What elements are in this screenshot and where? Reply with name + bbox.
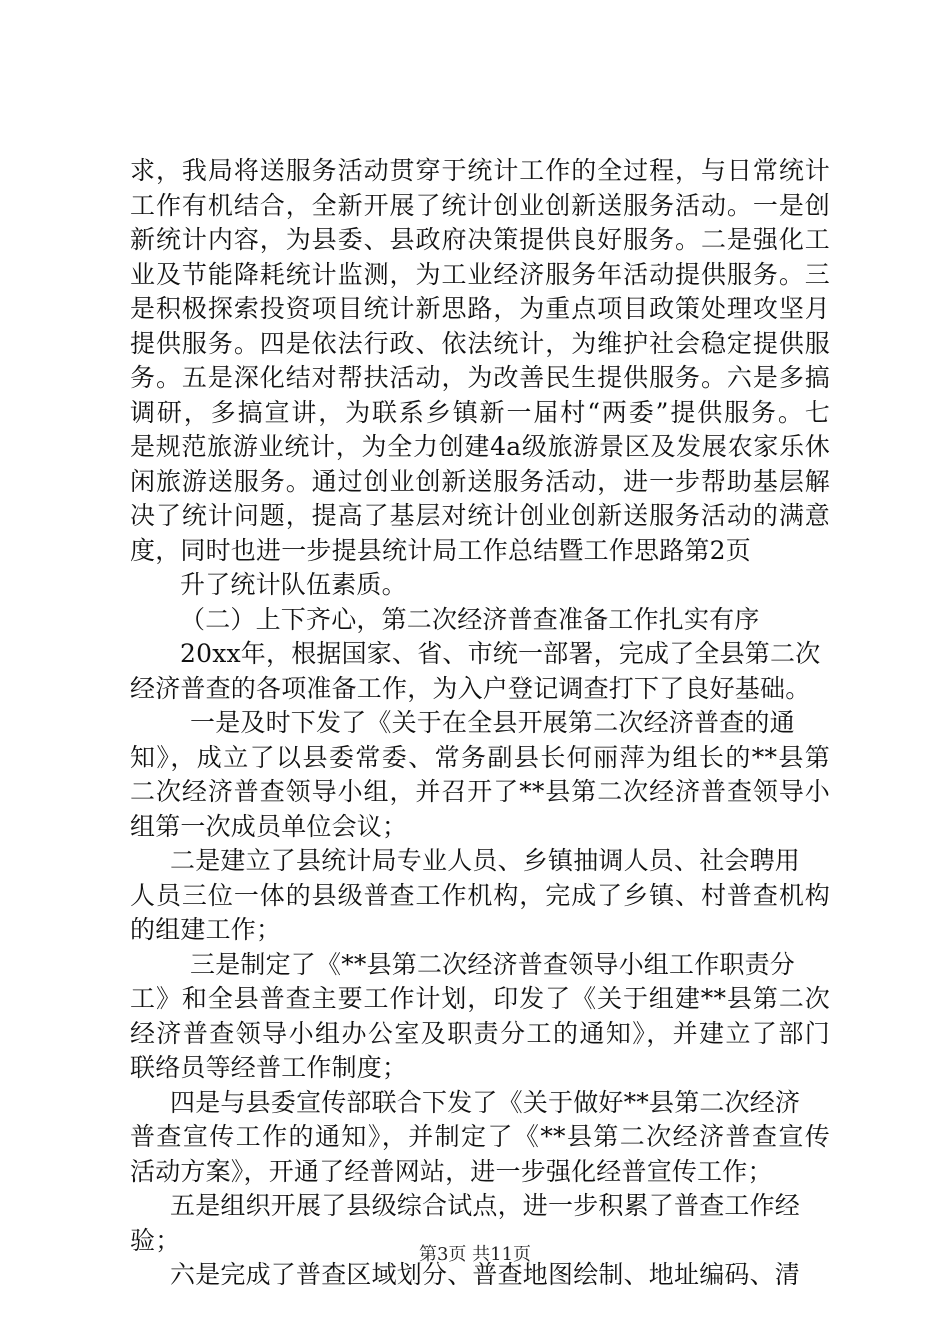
text-line: 六是完成了普查区域划分、普查地图绘制、地址编码、清 — [170, 1260, 801, 1289]
text-line: 三是制定了《**县第二次经济普查领导小组工作职责分 — [190, 949, 796, 979]
text-line: 20xx年，根据国家、省、市统一部署，完成了全县第二次 — [180, 639, 821, 668]
text-line: 知》，成立了以县委常委、常务副县长何丽萍为组长的**县第 — [130, 742, 830, 772]
section-heading: （二）上下齐心，第二次经济普查准备工作扎实有序 — [180, 604, 760, 634]
text-line: 决了统计问题，提高了基层对统计创业创新送服务活动的满意 — [130, 501, 830, 530]
text-line: 人员三位一体的县级普查工作机构，完成了乡镇、村普查机构 — [130, 880, 830, 910]
text-line: 经济普查的各项准备工作，为入户登记调查打下了良好基础。 — [130, 673, 811, 703]
text-line: 求，我局将送服务活动贯穿于统计工作的全过程，与日常统计 — [130, 156, 830, 185]
text-line: 二是建立了县统计局专业人员、乡镇抽调人员、社会聘用 — [170, 846, 801, 875]
text-line: 的组建工作； — [130, 915, 282, 944]
document-body — [130, 154, 830, 1293]
text-line: 五是组织开展了县级综合试点，进一步积累了普查工作经 — [170, 1191, 801, 1220]
text-line: 工作有机结合，全新开展了统计创业创新送服务活动。一是创 — [130, 190, 830, 220]
text-line: 业及节能降耗统计监测，为工业经济服务年活动提供服务。三 — [130, 259, 830, 289]
text-line: 普查宣传工作的通知》，并制定了《**县第二次经济普查宣传 — [130, 1122, 830, 1151]
text-line: 验； — [130, 1225, 181, 1255]
text-line: 提供服务。四是依法行政、依法统计，为维护社会稳定提供服 — [130, 328, 830, 358]
page-number-footer: 第3页 共11页 — [418, 1244, 532, 1265]
text-line: 活动方案》，开通了经普网站，进一步强化经普宣传工作； — [130, 1156, 773, 1186]
text-line: 度，同时也进一步提县统计局工作总结暨工作思路第2页 — [130, 535, 751, 565]
text-line: 是积极探索投资项目统计新思路，为重点项目政策处理攻坚月 — [130, 294, 830, 323]
text-line: 务。五是深化结对帮扶活动，为改善民生提供服务。六是多搞 — [130, 363, 830, 392]
text-line: 四是与县委宣传部联合下发了《关于做好**县第二次经济 — [170, 1087, 801, 1117]
text-line: 闲旅游送服务。通过创业创新送服务活动，进一步帮助基层解 — [130, 466, 830, 496]
text-line: 工》和全县普查主要工作计划，印发了《关于组建**县第二次 — [130, 984, 830, 1013]
text-line: 新统计内容，为县委、县政府决策提供良好服务。二是强化工 — [130, 225, 830, 254]
text-line: 二次经济普查领导小组，并召开了**县第二次经济普查领导小 — [130, 777, 830, 806]
text-line: 一是及时下发了《关于在全县开展第二次经济普查的通 — [190, 708, 795, 737]
text-line: 升了统计队伍素质。 — [180, 570, 407, 599]
text-line: 是规范旅游业统计，为全力创建4a级旅游景区及发展农家乐休 — [130, 432, 830, 461]
text-line: 调研，多搞宣讲，为联系乡镇新一届村“两委”提供服务。七 — [130, 397, 830, 427]
text-line: 联络员等经普工作制度； — [130, 1053, 408, 1082]
text-line: 组第一次成员单位会议； — [130, 811, 408, 841]
text-line: 经济普查领导小组办公室及职责分工的通知》，并建立了部门 — [130, 1018, 830, 1048]
